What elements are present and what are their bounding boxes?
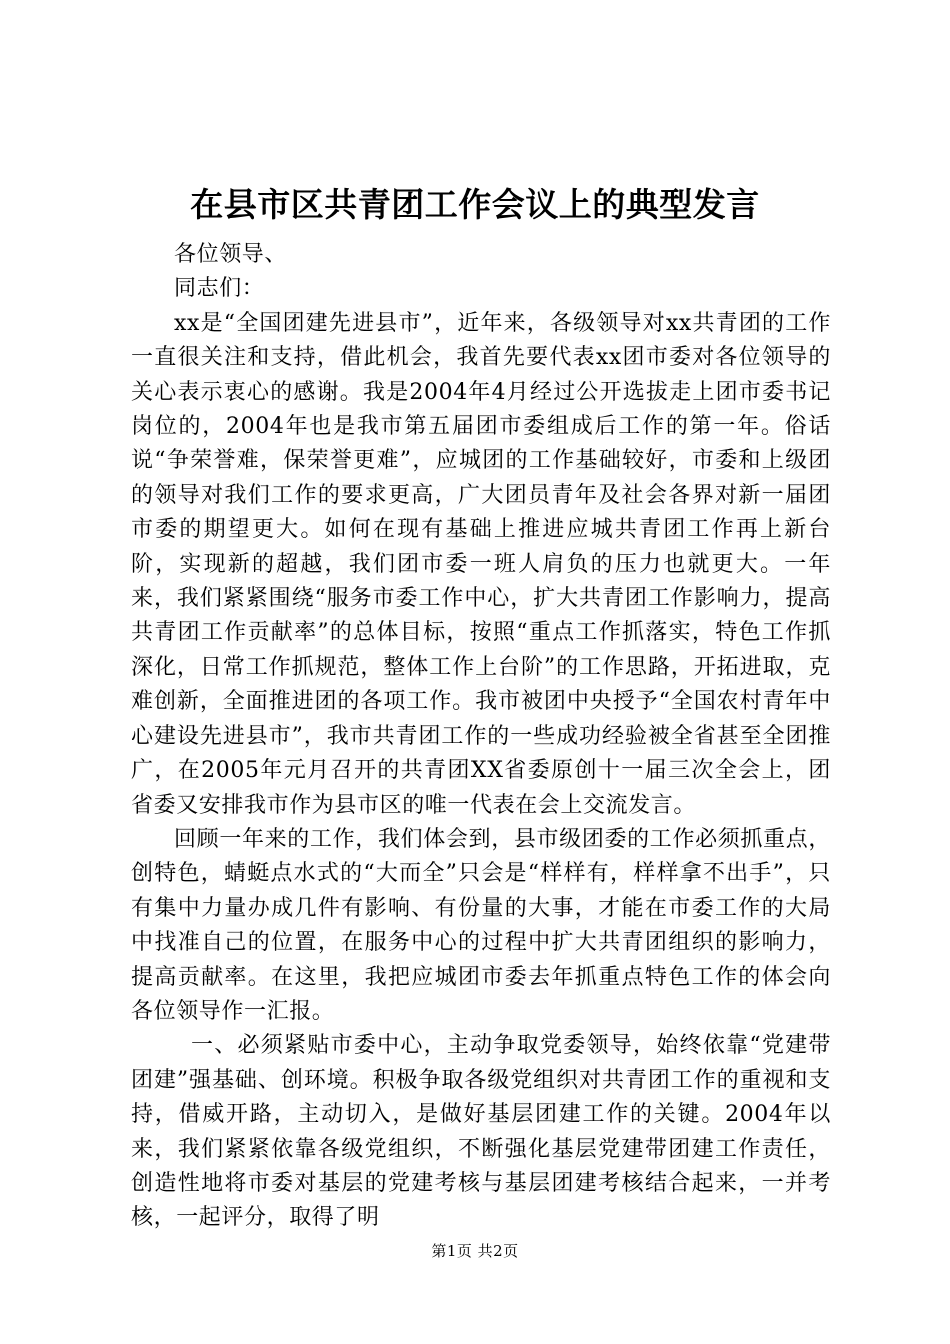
salutation-leaders: 各位领导、 [174, 242, 288, 267]
document-body [131, 238, 831, 1236]
document-title: 在县市区共青团工作会议上的典型发言 [190, 185, 760, 224]
paragraph-review: 回顾一年来的工作，我们体会到，县市级团委的工作必须抓重点，创特色，蜻蜓点水式的“大而全”只会是“样样有，样样拿不出手”，只有集中力量办成几件有影响、有份量的大事，才能在市委工作的大局中找准自己的位置，在服务中心的过程中扩大共青团组织的影响力，提高贡献率。在这里，我把应城团市委去年抓重点特色工作的体会向各位领导作一汇报。 [131, 826, 831, 1024]
paragraph-intro: xx是“全国团建先进县市”，近年来，各级领导对xx共青团的工作一直很关注和支持，借此机会，我首先要代表xx团市委对各位领导的关心表示衷心的感谢。我是2004年4月经过公开选拔走上团市委书记岗位的，2004年也是我市第五届团市委组成后工作的第一年。俗话说“争荣誉难，保荣誉更难”，应城团的工作基础较好，市委和上级团的领导对我们工作的要求更高，广大团员青年及社会各界对新一届团市委的期望更大。如何在现有基础上推进应城共青团工作再上新台阶，实现新的超越，我们团市委一班人肩负的压力也就更大。一年来，我们紧紧围绕“服务市委工作中心，扩大共青团工作影响力，提高共青团工作贡献率”的总体目标，按照“重点工作抓落实，特色工作抓深化，日常工作抓规范，整体工作上台阶”的工作思路，开拓进取，克难创新，全面推进团的各项工作。我市被团中央授予“全国农村青年中心建设先进县市”，我市共青团工作的一些成功经验被全省甚至全团推广，在2005年元月召开的共青团XX省委原创十一届三次全会上，团省委又安排我市作为县市区的唯一代表在会上交流发言。 [131, 310, 831, 818]
page-footer: 第1页 共2页 [431, 1242, 519, 1260]
paragraph-section-one: 一、必须紧贴市委中心，主动争取党委领导，始终依靠“党建带团建”强基础、创环境。积极争取各级党组织对共青团工作的重视和支持，借威开路，主动切入，是做好基层团建工作的关键。2004年以来，我们紧紧依靠各级党组织，不断强化基层党建带团建工作责任，创造性地将市委对基层的党建考核与基层团建考核结合起来，一并考核，一起评分，取得了明 [131, 1033, 831, 1231]
salutation-comrades: 同志们： [174, 276, 265, 302]
